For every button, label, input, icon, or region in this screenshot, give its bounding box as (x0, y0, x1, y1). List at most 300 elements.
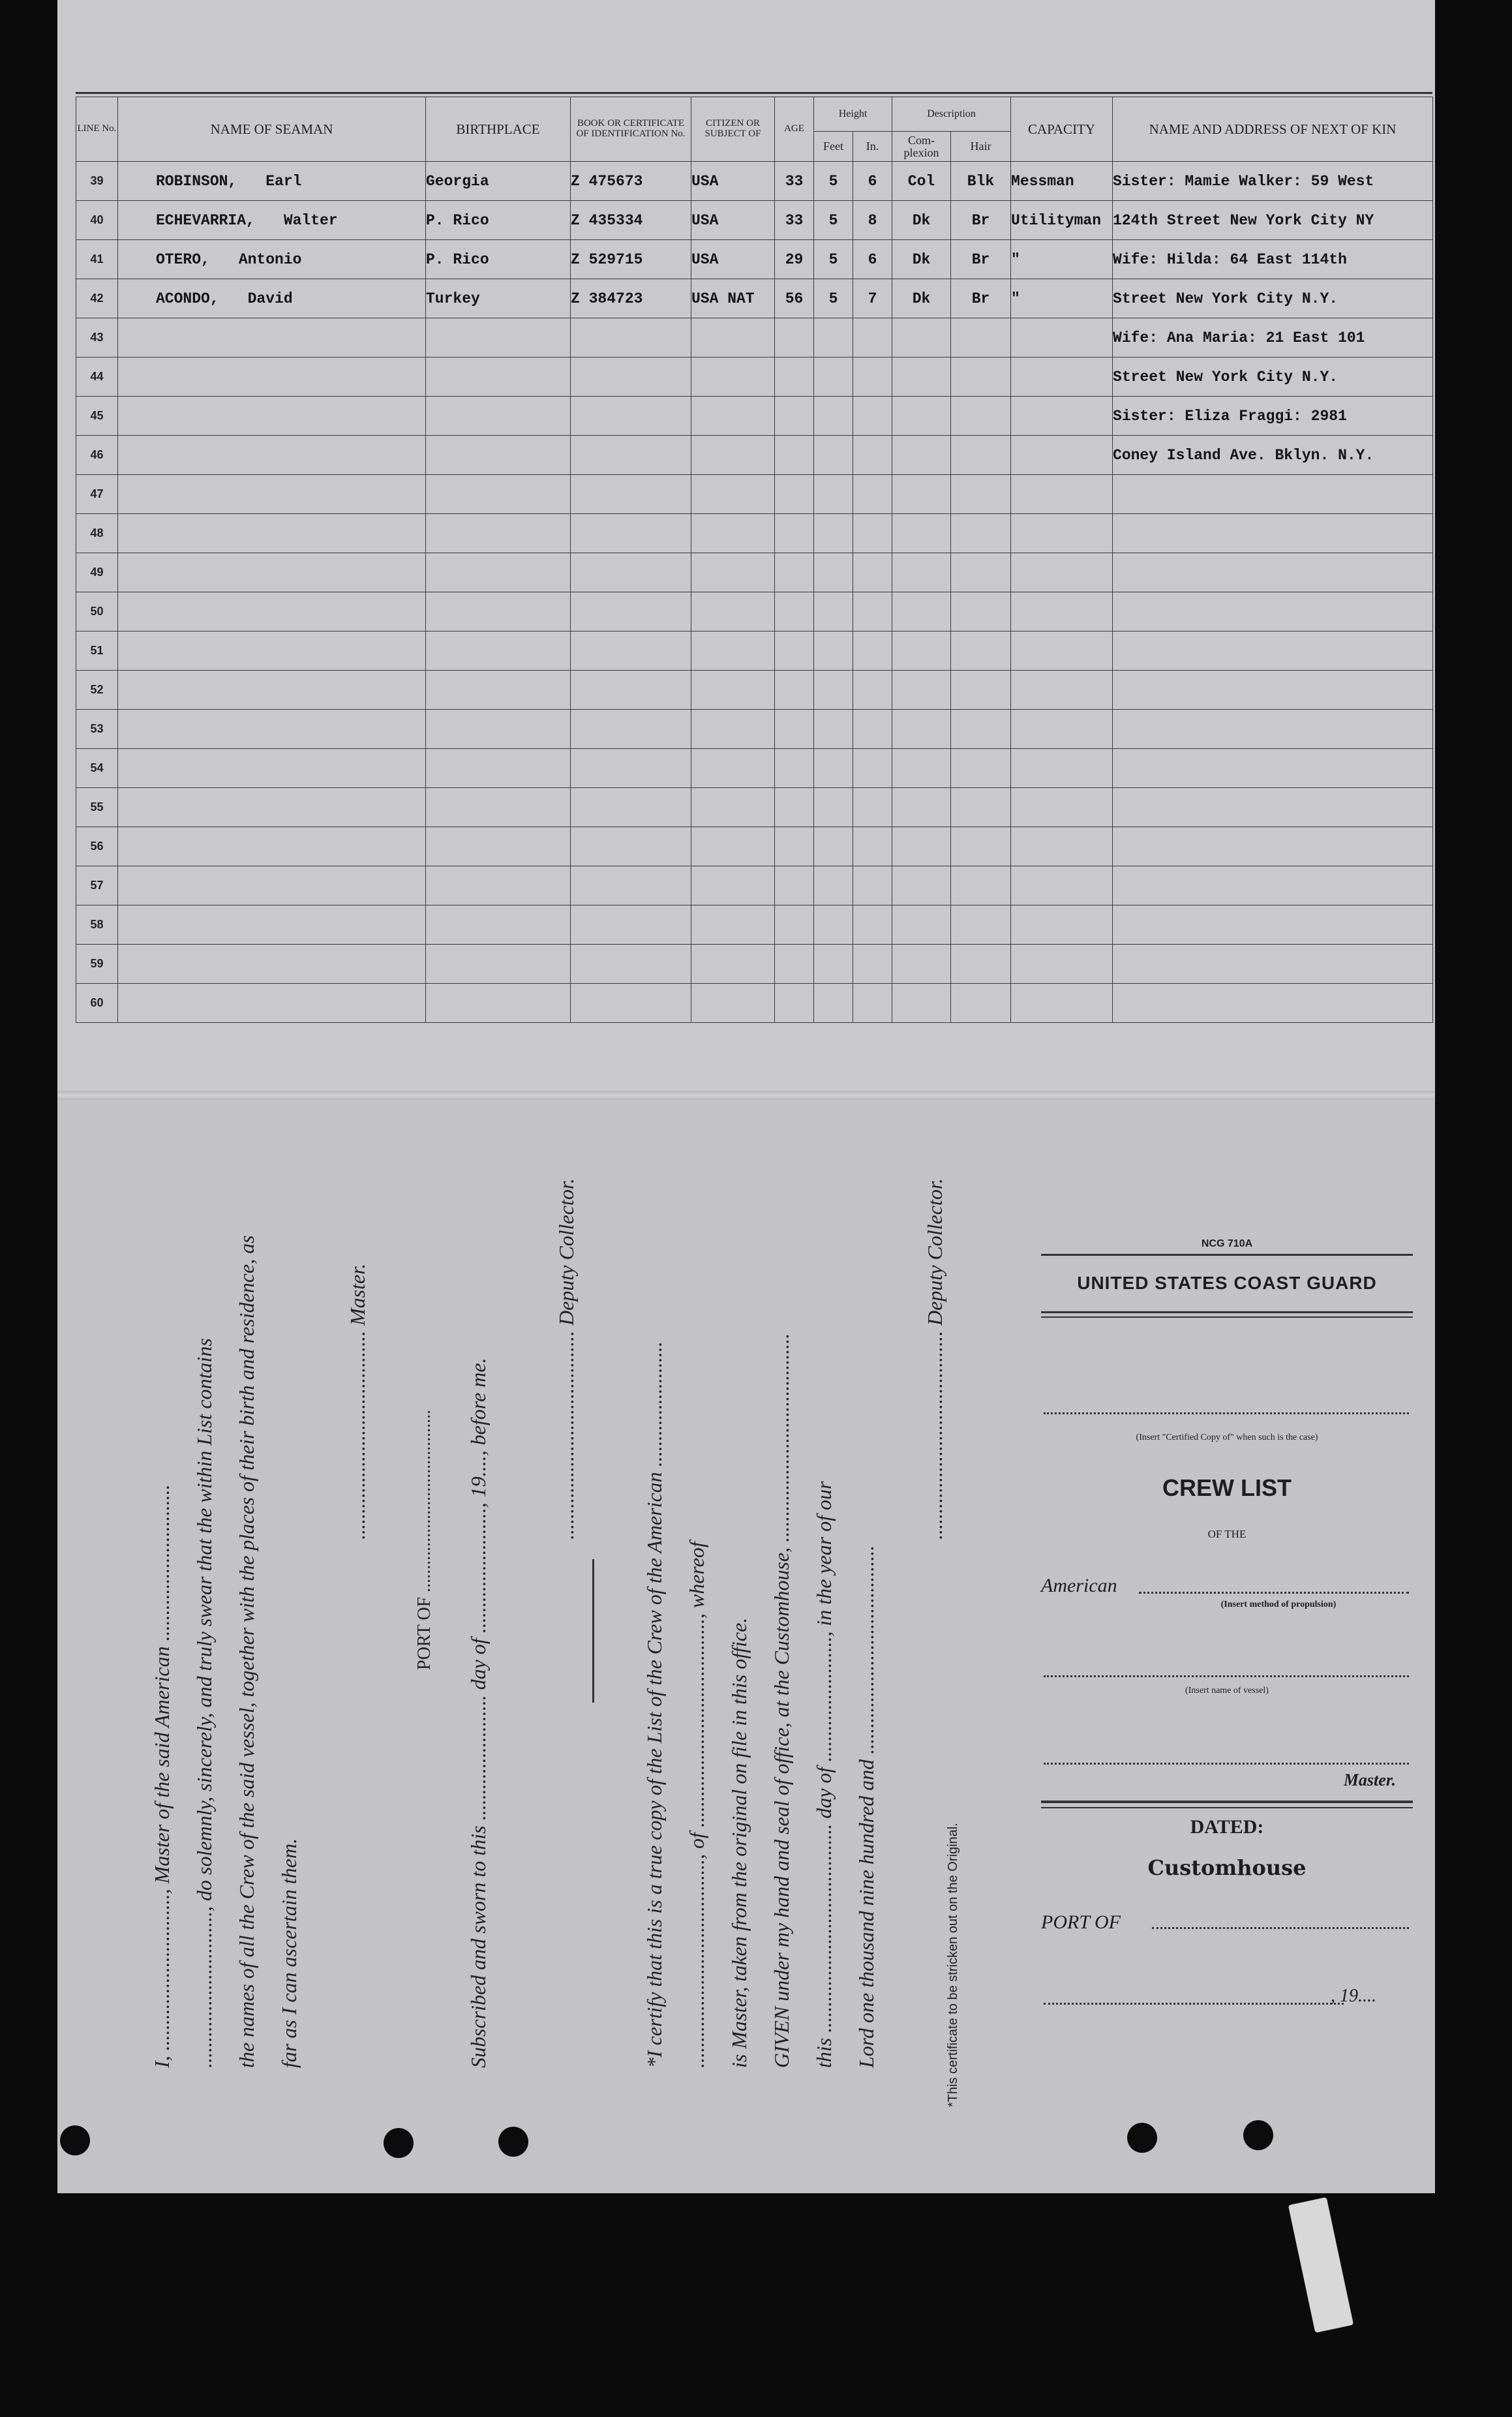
birthplace (426, 357, 571, 397)
height-inches (853, 945, 892, 984)
certificate-number: Z 384723 (571, 279, 691, 318)
next-of-kin (1113, 788, 1433, 827)
table-row (76, 201, 1433, 240)
capacity (1011, 905, 1113, 945)
birthplace (426, 827, 571, 866)
line-number: 58 (76, 905, 118, 945)
of-the-label: OF THE (1207, 1528, 1247, 1540)
age (775, 866, 814, 905)
seaman-name (118, 749, 426, 788)
height-inches (853, 514, 892, 553)
hair (951, 357, 1011, 397)
capacity (1011, 749, 1113, 788)
age (775, 671, 814, 710)
line-number: 56 (76, 827, 118, 866)
height-feet (814, 318, 853, 357)
height-inches (853, 475, 892, 514)
next-of-kin (1113, 866, 1433, 905)
height-inches: 7 (853, 279, 892, 318)
height-inches (853, 397, 892, 436)
birthplace (426, 905, 571, 945)
vessel-name-line (1044, 1675, 1409, 1677)
capacity: " (1011, 240, 1113, 279)
age (775, 318, 814, 357)
capacity (1011, 788, 1113, 827)
height-feet (814, 514, 853, 553)
certificate-number (571, 905, 691, 945)
next-of-kin (1113, 671, 1433, 710)
capacity (1011, 827, 1113, 866)
line-number: 60 (76, 984, 118, 1023)
complexion: Dk (892, 201, 951, 240)
complexion (892, 945, 951, 984)
birthplace (426, 671, 571, 710)
next-of-kin: Wife: Hilda: 64 East 114th (1113, 240, 1433, 279)
citizenship (691, 553, 775, 592)
citizenship (691, 318, 775, 357)
seaman-name (118, 553, 426, 592)
binding-tab (1288, 2197, 1353, 2333)
complexion (892, 514, 951, 553)
certificate-number (571, 866, 691, 905)
certificate-number (571, 318, 691, 357)
table-row (76, 436, 1433, 475)
height-inches (853, 631, 892, 671)
citizenship (691, 905, 775, 945)
citizenship (691, 357, 775, 397)
certificate-number (571, 357, 691, 397)
certificate-number (571, 631, 691, 671)
seaman-name: ACONDO, David (118, 279, 426, 318)
capacity (1011, 318, 1113, 357)
certify-this-day: this ........................................ day of ........................, in the year of our (812, 1481, 836, 2068)
hair (951, 827, 1011, 866)
age (775, 749, 814, 788)
height-feet (814, 475, 853, 514)
certificate-number (571, 475, 691, 514)
col-next-of-kin: NAME AND ADDRESS OF NEXT OF KIN (1113, 97, 1433, 162)
hair (951, 592, 1011, 631)
next-of-kin: Wife: Ana Maria: 21 East 101 (1113, 318, 1433, 357)
propulsion-note: (Insert method of propulsion) (1220, 1600, 1337, 1609)
height-feet (814, 592, 853, 631)
col-capacity: CAPACITY (1011, 97, 1113, 162)
next-of-kin (1113, 514, 1433, 553)
citizenship: USA (691, 240, 775, 279)
line-number: 51 (76, 631, 118, 671)
height-inches (853, 710, 892, 749)
hair (951, 749, 1011, 788)
table-row (76, 631, 1433, 671)
capacity (1011, 710, 1113, 749)
birthplace (426, 318, 571, 357)
table-row (76, 788, 1433, 827)
master-name-line (1044, 1763, 1409, 1765)
certificate-number (571, 984, 691, 1023)
citizenship (691, 788, 775, 827)
hair (951, 475, 1011, 514)
table-row (76, 279, 1433, 318)
hair (951, 318, 1011, 357)
birthplace: P. Rico (426, 201, 571, 240)
hair (951, 553, 1011, 592)
next-of-kin (1113, 749, 1433, 788)
height-feet (814, 357, 853, 397)
line-number: 42 (76, 279, 118, 318)
complexion (892, 592, 951, 631)
age (775, 710, 814, 749)
complexion: Dk (892, 279, 951, 318)
height-inches (853, 671, 892, 710)
citizenship (691, 397, 775, 436)
punch-hole (384, 2128, 414, 2158)
line-number: 50 (76, 592, 118, 631)
col-feet: Feet (814, 132, 853, 162)
oath-line-2: .............................., do solemnly, sincerely, and truly swear that the within List contains (192, 1338, 216, 2068)
citizenship: USA (691, 162, 775, 201)
height-inches (853, 357, 892, 397)
birthplace (426, 749, 571, 788)
hair: Br (951, 201, 1011, 240)
line-number: 57 (76, 866, 118, 905)
seaman-name (118, 710, 426, 749)
height-feet (814, 436, 853, 475)
capacity (1011, 553, 1113, 592)
line-number: 54 (76, 749, 118, 788)
oath-master-signature: ........................................ Master. (346, 1263, 369, 1540)
certificate-number (571, 592, 691, 631)
complexion (892, 475, 951, 514)
seaman-name: ECHEVARRIA, Walter (118, 201, 426, 240)
complexion (892, 749, 951, 788)
height-feet (814, 749, 853, 788)
table-row (76, 475, 1433, 514)
table-row (76, 710, 1433, 749)
table-row (76, 592, 1433, 631)
punch-hole (60, 2125, 90, 2155)
capacity (1011, 514, 1113, 553)
birthplace (426, 631, 571, 671)
birthplace (426, 553, 571, 592)
line-number: 40 (76, 201, 118, 240)
hair (951, 905, 1011, 945)
line-number: 47 (76, 475, 118, 514)
crew-table (76, 97, 1433, 1023)
certified-copy-note: (Insert "Certified Copy of" when such is the case) (1136, 1433, 1318, 1442)
date-line (1044, 2003, 1344, 2005)
line-number: 52 (76, 671, 118, 710)
oath-line-1: I, .............................., Master of the said American .............................. (150, 1484, 174, 2068)
age (775, 905, 814, 945)
age (775, 827, 814, 866)
col-age: AGE (775, 97, 814, 162)
oath-line-3: the names of all the Crew of the said vessel, together with the places of their birth and residence, as (235, 1235, 258, 2068)
complexion: Dk (892, 240, 951, 279)
oath-subscribed: Subscribed and sworn to this ........................ day of ........................, 19...., before me. (466, 1358, 490, 2068)
citizenship (691, 671, 775, 710)
height-inches: 6 (853, 240, 892, 279)
next-of-kin: Sister: Mamie Walker: 59 West (1113, 162, 1433, 201)
citizenship (691, 436, 775, 475)
table-row (76, 240, 1433, 279)
line-number: 59 (76, 945, 118, 984)
table-row (76, 984, 1433, 1023)
hair (951, 984, 1011, 1023)
propulsion-line (1139, 1592, 1409, 1594)
capacity (1011, 475, 1113, 514)
page-fold (57, 1091, 1435, 1100)
col-hair: Hair (951, 132, 1011, 162)
citizenship (691, 866, 775, 905)
next-of-kin: Street New York City N.Y. (1113, 279, 1433, 318)
complexion (892, 905, 951, 945)
line-number: 43 (76, 318, 118, 357)
capacity: Messman (1011, 162, 1113, 201)
birthplace (426, 436, 571, 475)
age (775, 397, 814, 436)
cover-rule-5 (1041, 1807, 1413, 1808)
seaman-name (118, 788, 426, 827)
seaman-name (118, 357, 426, 397)
col-citizen: CITIZEN OR SUBJECT OF (691, 97, 775, 162)
table-row (76, 671, 1433, 710)
height-feet (814, 905, 853, 945)
next-of-kin (1113, 592, 1433, 631)
certificate-number (571, 945, 691, 984)
citizenship (691, 592, 775, 631)
birthplace (426, 475, 571, 514)
hair: Blk (951, 162, 1011, 201)
next-of-kin (1113, 710, 1433, 749)
hair (951, 945, 1011, 984)
line-number: 49 (76, 553, 118, 592)
citizenship (691, 749, 775, 788)
height-inches (853, 788, 892, 827)
table-row (76, 945, 1433, 984)
col-birthplace: BIRTHPLACE (426, 97, 571, 162)
punch-hole (498, 2127, 528, 2157)
height-inches (853, 318, 892, 357)
table-row (76, 827, 1433, 866)
next-of-kin (1113, 475, 1433, 514)
height-inches (853, 436, 892, 475)
capacity (1011, 592, 1113, 631)
line-number: 53 (76, 710, 118, 749)
hair: Br (951, 279, 1011, 318)
next-of-kin: 124th Street New York City NY (1113, 201, 1433, 240)
customhouse-label: Customhouse (1147, 1855, 1307, 1880)
age (775, 631, 814, 671)
certificate-number (571, 827, 691, 866)
certificate-number (571, 436, 691, 475)
certificate-number (571, 788, 691, 827)
line-number: 45 (76, 397, 118, 436)
vessel-name-note: (Insert name of vessel) (1185, 1686, 1269, 1695)
col-name: NAME OF SEAMAN (118, 97, 426, 162)
seaman-name (118, 592, 426, 631)
certificate-number: Z 435334 (571, 201, 691, 240)
crew-table-body (76, 162, 1433, 1023)
certify-line-2: ........................................, of ........................................, whereof (685, 1542, 708, 2068)
birthplace (426, 514, 571, 553)
line-number: 39 (76, 162, 118, 201)
citizenship (691, 827, 775, 866)
height-inches (853, 553, 892, 592)
hair (951, 514, 1011, 553)
next-of-kin: Sister: Eliza Fraggi: 2981 (1113, 397, 1433, 436)
capacity (1011, 357, 1113, 397)
height-feet: 5 (814, 279, 853, 318)
table-row (76, 397, 1433, 436)
height-feet (814, 631, 853, 671)
capacity (1011, 984, 1113, 1023)
col-line-no: LINE No. (76, 97, 118, 162)
oath-deputy-collector-2: ........................................ Deputy Collector. (923, 1178, 946, 1540)
seaman-name (118, 866, 426, 905)
agency-name: UNITED STATES COAST GUARD (1077, 1273, 1377, 1293)
hair (951, 397, 1011, 436)
certificate-number (571, 397, 691, 436)
height-inches: 8 (853, 201, 892, 240)
certify-line-3: is Master, taken from the original on file in this office. (727, 1617, 751, 2068)
birthplace (426, 710, 571, 749)
seaman-name (118, 631, 426, 671)
citizenship (691, 631, 775, 671)
certificate-number (571, 749, 691, 788)
certificate-number (571, 671, 691, 710)
citizenship: USA (691, 201, 775, 240)
port-of-label: PORT OF (1041, 1911, 1121, 1933)
age (775, 436, 814, 475)
table-row (76, 514, 1433, 553)
hair: Br (951, 240, 1011, 279)
seaman-name (118, 945, 426, 984)
line-number: 41 (76, 240, 118, 279)
complexion (892, 866, 951, 905)
oath-line-4: far as I can ascertain them. (277, 1838, 301, 2068)
seaman-name: ROBINSON, Earl (118, 162, 426, 201)
punch-hole (1127, 2123, 1157, 2153)
height-inches (853, 984, 892, 1023)
oath-port-of: PORT OF ........................................ (414, 1409, 434, 1670)
age (775, 514, 814, 553)
complexion (892, 318, 951, 357)
citizenship (691, 475, 775, 514)
seaman-name (118, 514, 426, 553)
citizenship (691, 710, 775, 749)
certified-copy-line (1044, 1412, 1409, 1414)
line-number: 55 (76, 788, 118, 827)
complexion (892, 827, 951, 866)
age: 56 (775, 279, 814, 318)
seaman-name (118, 671, 426, 710)
capacity (1011, 945, 1113, 984)
height-feet (814, 553, 853, 592)
height-feet: 5 (814, 162, 853, 201)
master-label: Master. (1343, 1771, 1396, 1789)
height-feet (814, 671, 853, 710)
table-row (76, 905, 1433, 945)
hair (951, 710, 1011, 749)
age: 29 (775, 240, 814, 279)
complexion (892, 553, 951, 592)
complexion (892, 357, 951, 397)
certificate-number (571, 553, 691, 592)
citizenship: USA NAT (691, 279, 775, 318)
punch-hole (1243, 2120, 1273, 2150)
birthplace (426, 397, 571, 436)
col-description-group: Description (892, 97, 1011, 132)
line-number: 44 (76, 357, 118, 397)
birthplace (426, 788, 571, 827)
citizenship (691, 945, 775, 984)
next-of-kin (1113, 827, 1433, 866)
next-of-kin (1113, 905, 1433, 945)
height-feet (814, 397, 853, 436)
complexion (892, 788, 951, 827)
certificate-number (571, 514, 691, 553)
birthplace: Georgia (426, 162, 571, 201)
age: 33 (775, 162, 814, 201)
american-label: American (1041, 1575, 1117, 1596)
age (775, 553, 814, 592)
complexion (892, 436, 951, 475)
line-number: 46 (76, 436, 118, 475)
cover-rule-2 (1041, 1311, 1413, 1313)
hair (951, 631, 1011, 671)
capacity: " (1011, 279, 1113, 318)
cover-rule-1 (1041, 1254, 1413, 1256)
table-row (76, 162, 1433, 201)
height-inches (853, 749, 892, 788)
next-of-kin (1113, 945, 1433, 984)
age (775, 788, 814, 827)
col-certificate: BOOK OR CERTIFICATE OF IDENTIFICATION No. (571, 97, 691, 162)
birthplace (426, 592, 571, 631)
citizenship (691, 514, 775, 553)
certify-lord: Lord one thousand nine hundred and ........................................ (854, 1545, 878, 2068)
complexion: Col (892, 162, 951, 201)
seaman-name (118, 984, 426, 1023)
hair (951, 866, 1011, 905)
line-number: 48 (76, 514, 118, 553)
table-row (76, 866, 1433, 905)
height-feet (814, 827, 853, 866)
hair (951, 436, 1011, 475)
age (775, 357, 814, 397)
certificate-number: Z 529715 (571, 240, 691, 279)
certify-line-1: *I certify that this is a true copy of the List of the Crew of the American ........................ (643, 1341, 666, 2068)
table-row (76, 357, 1433, 397)
next-of-kin (1113, 553, 1433, 592)
height-feet (814, 710, 853, 749)
birthplace: P. Rico (426, 240, 571, 279)
complexion (892, 671, 951, 710)
cover-rule-3 (1041, 1316, 1413, 1318)
seaman-name (118, 475, 426, 514)
complexion (892, 397, 951, 436)
table-row (76, 749, 1433, 788)
col-inches: In. (853, 132, 892, 162)
year-label: , 19.... (1331, 1986, 1376, 2006)
age (775, 945, 814, 984)
capacity (1011, 866, 1113, 905)
next-of-kin (1113, 984, 1433, 1023)
form-number: NCG 710A (1201, 1238, 1253, 1249)
age: 33 (775, 201, 814, 240)
height-feet (814, 788, 853, 827)
height-inches (853, 866, 892, 905)
